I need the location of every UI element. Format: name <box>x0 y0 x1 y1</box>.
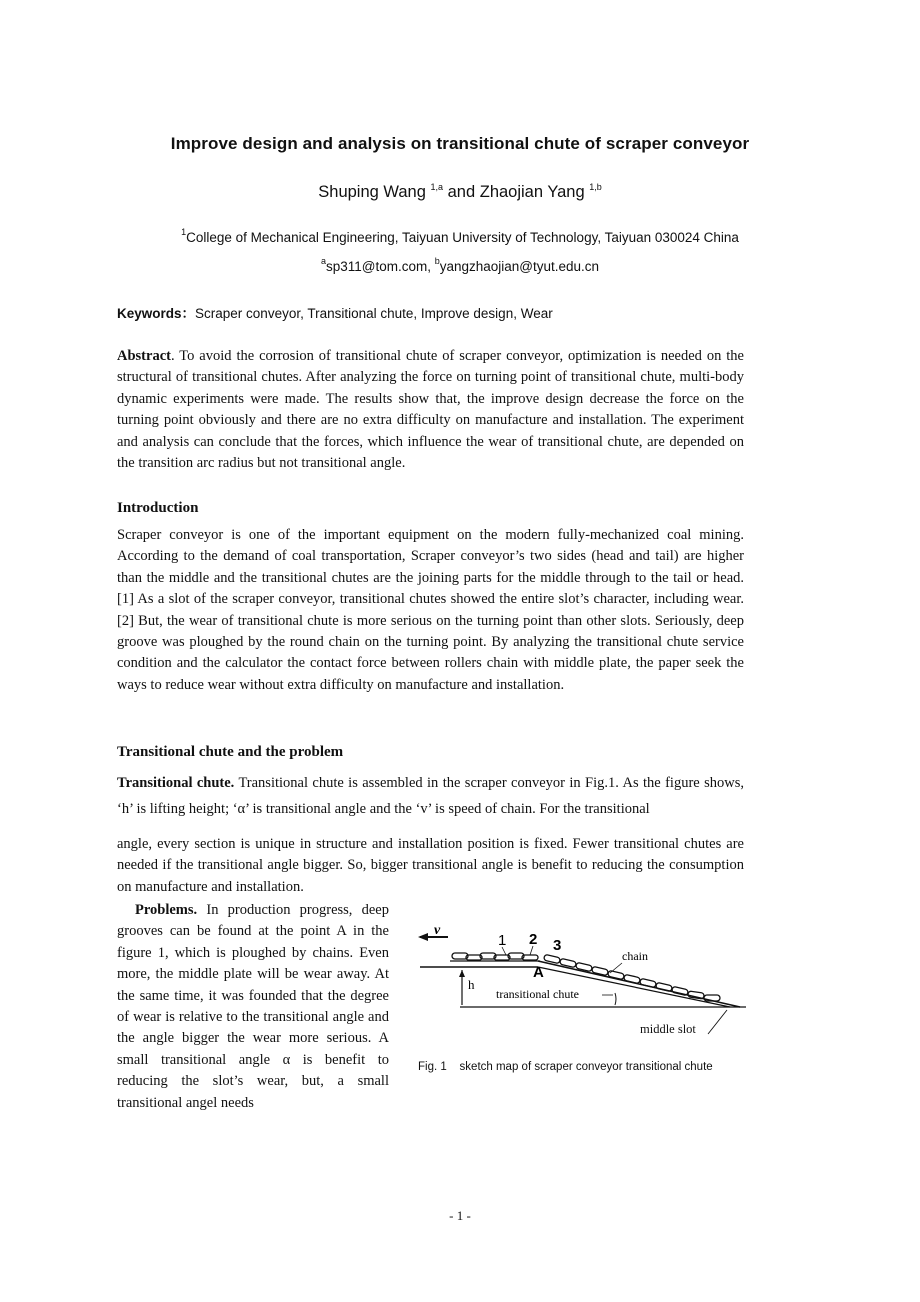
arrow-head <box>418 933 428 941</box>
conveyor-sketch <box>410 925 750 1015</box>
height-arrow <box>459 970 465 977</box>
middle-slot-leader <box>705 1007 735 1037</box>
paper-title: Improve design and analysis on transitional chute of scraper conveyor <box>170 134 750 153</box>
problems-paragraph <box>117 900 389 1114</box>
abstract-text: . To avoid the corrosion of transitional chute of scraper conveyor, optimization is needed on the structural of transitional chutes. After analyzing the force on turning point of transitional chute, multi-body dynamic experiments were made. The results show that, the improve design decrease the force on the turning point obviously and there are no extra difficulty on manufacture and installation. The experiment and analysis can conclude that the forces, which influence the wear of transitional chute, are depended on the transition arc radius but not transitional angle. <box>117 348 744 472</box>
introduction-paragraph: Scraper conveyor is one of the important equipment on the modern fully-mechanized coal mining. According to the demand of coal transportation, Scraper conveyor’s two sides (head and tail) are higher than the middle and the transitional chutes are the joining parts for the middle through to the tail or head. [1] As a slot of the scraper conveyor, transitional chutes showed the entire slot’s character, including wear. [2] But, the wear of transitional chute is more serious on the turning point than other slots. Seriously, deep groove was ploughed by the round chain on the turning point. By analyzing the transitional chute service condition and the calculator the contact force between rollers chain with middle plate, the paper seek the ways to reduce wear without extra difficulty on manufacture and installation. <box>117 527 744 693</box>
caption-text: sketch map of scraper conveyor transitional chute <box>459 1061 713 1073</box>
keywords-text: Scraper conveyor, Transitional chute, Improve design, Wear <box>195 306 553 321</box>
chain-links-upper <box>452 953 538 960</box>
section-heading-transitional: Transitional chute and the problem <box>117 744 344 760</box>
author-conjunction: and <box>447 183 476 201</box>
email-mark: a <box>320 256 326 266</box>
paragraph-lead: Transitional chute. <box>117 775 235 791</box>
figure-1 <box>410 925 750 1036</box>
label-transitional-chute: transitional chute <box>496 987 579 1001</box>
affiliation-mark: 1 <box>181 227 187 237</box>
section-heading-introduction: Introduction <box>117 500 199 516</box>
label-v: v <box>434 925 441 938</box>
email-line <box>0 256 920 274</box>
abstract <box>117 346 744 474</box>
label-h: h <box>468 977 475 992</box>
email-link[interactable]: sp311@tom.com, <box>325 259 431 274</box>
label-2: 2 <box>529 931 538 948</box>
paragraph-text: In production progress, deep grooves can be found at the point A in the figure 1, which is ploughed by chains. Even more, the middle plate will be wear away. At the same time, it was founded that the degree of wear is relative to the transitional angle and the angle bigger the wear more serious. A small transitional angle α is benefit to reducing the slot’s wear, but, a small transitional angel needs <box>117 902 389 1111</box>
author-name: Shuping Wang <box>318 183 426 201</box>
angle-mark <box>615 993 616 1005</box>
email-mark: b <box>434 256 440 266</box>
author-line <box>0 182 920 202</box>
label-1: 1 <box>498 932 507 949</box>
abstract-label: Abstract <box>117 348 171 364</box>
author-name: Zhaojian Yang <box>479 183 585 201</box>
label-3: 3 <box>553 937 562 954</box>
keywords-label: Keywords： <box>117 306 196 321</box>
author-affiliation-mark: 1,a <box>430 182 444 192</box>
email-link[interactable]: yangzhaojian@tyut.edu.cn <box>439 259 600 274</box>
paragraph-lead: Problems. <box>135 902 198 918</box>
affiliation <box>0 227 920 245</box>
caption-number: Fig. 1 <box>418 1061 447 1073</box>
affiliation-text: College of Mechanical Engineering, Taiyuan University of Technology, Taiyuan 030024 China <box>186 230 739 245</box>
label-middle-slot: middle slot <box>640 1022 696 1036</box>
figure-caption <box>418 1061 713 1073</box>
transitional-paragraph <box>117 770 744 822</box>
paragraph-text: Transitional chute is assembled in the scraper conveyor in Fig.1. As the figure shows, ‘h’ is lifting height; ‘α’ is transitional angle and the ‘v’ is speed of chain. For the transitional <box>117 775 744 817</box>
label-chain: chain <box>622 949 648 963</box>
transitional-paragraph-cont: angle, every section is unique in structure and installation position is fixed. Fewer transitional chutes are needed if the transitional angle bigger. So, bigger transitional angle is benefit to reducing the consumption on manufacture and installation. <box>117 836 744 895</box>
label-A: A <box>533 964 544 981</box>
page-number: - 1 - <box>449 1208 471 1223</box>
author-affiliation-mark: 1,b <box>589 182 602 192</box>
keywords <box>117 302 817 322</box>
